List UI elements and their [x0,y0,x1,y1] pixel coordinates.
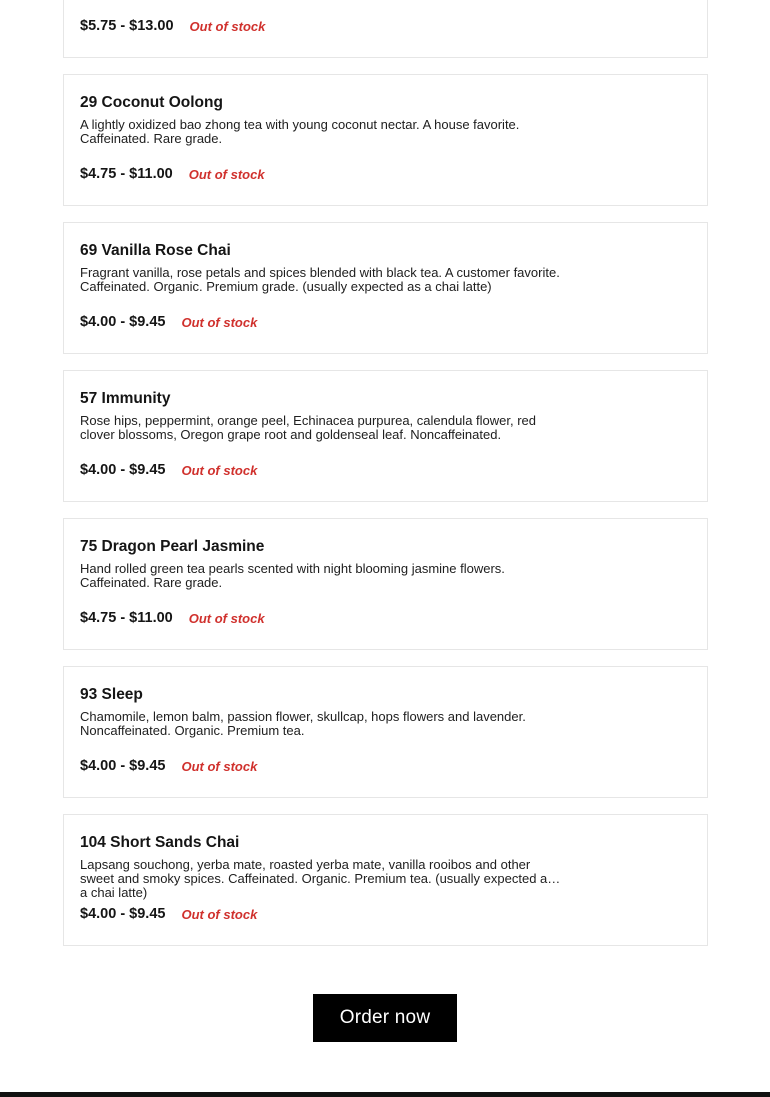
product-title: 75 Dragon Pearl Jasmine [80,538,265,555]
product-price: $4.75 - $11.00 [80,166,173,182]
stock-status: Out of stock [181,314,258,330]
product-description: Lapsang souchong, yerba mate, roasted yerba mate, vanilla rooibos and other sweet and smoky spices. Caffeinated. Organic. Premium tea. (usually expected as a chai latte) [80,857,554,900]
product-card-matcha[interactable] [63,0,708,58]
product-description: A lightly oxidized bao zhong tea with young coconut nectar. A house favorite. Caffeinated. Rare grade. [80,117,520,146]
stock-status: Out of stock [189,18,266,34]
product-title: 57 Immunity [80,390,171,407]
product-card-vanilla-rose-chai[interactable] [63,222,708,354]
product-title: 69 Vanilla Rose Chai [80,242,231,259]
product-meta [80,164,691,184]
product-list [63,0,708,962]
product-meta [80,460,691,480]
order-now-button[interactable]: Order now [313,994,457,1042]
product-price: $5.75 - $13.00 [80,18,174,34]
stock-status: Out of stock [181,758,258,774]
product-description: Chamomile, lemon balm, passion flower, skullcap, hops flowers and lavender. Noncaffeinated. Organic. Premium tea. [80,709,526,738]
product-meta [80,904,691,924]
product-description: Rose hips, peppermint, orange peel, Echinacea purpurea, calendula flower, red clover blossoms, Oregon grape root and goldenseal leaf. Noncaffeinated. [80,413,537,442]
product-card-coconut-oolong[interactable] [63,74,708,206]
product-meta [80,608,691,628]
product-meta [80,312,691,332]
product-title: 29 Coconut Oolong [80,94,223,111]
product-price: $4.75 - $11.00 [80,610,173,626]
product-title: 104 Short Sands Chai [80,834,240,851]
product-card-dragon-pearl-jasmine[interactable] [63,518,708,650]
product-price: $4.00 - $9.45 [80,314,166,330]
footer [0,1092,770,1097]
product-price: $4.00 - $9.45 [80,906,166,922]
product-card-sleep[interactable] [63,666,708,798]
product-title: 93 Sleep [80,686,143,703]
product-meta [80,16,691,36]
product-card-immunity[interactable] [63,370,708,502]
product-price: $4.00 - $9.45 [80,758,166,774]
product-description: Hand rolled green tea pearls scented with night blooming jasmine flowers. Caffeinated. Rare grade. [80,561,505,590]
product-description: Fragrant vanilla, rose petals and spices blended with black tea. A customer favorite. Caffeinated. Organic. Premium grade. (usually expected as a chai latte) [80,265,560,294]
product-meta [80,756,691,776]
stock-status: Out of stock [181,462,258,478]
stock-status: Out of stock [181,906,258,922]
stock-status: Out of stock [188,166,265,182]
product-price: $4.00 - $9.45 [80,462,166,478]
stock-status: Out of stock [188,610,265,626]
product-card-short-sands-chai[interactable] [63,814,708,946]
